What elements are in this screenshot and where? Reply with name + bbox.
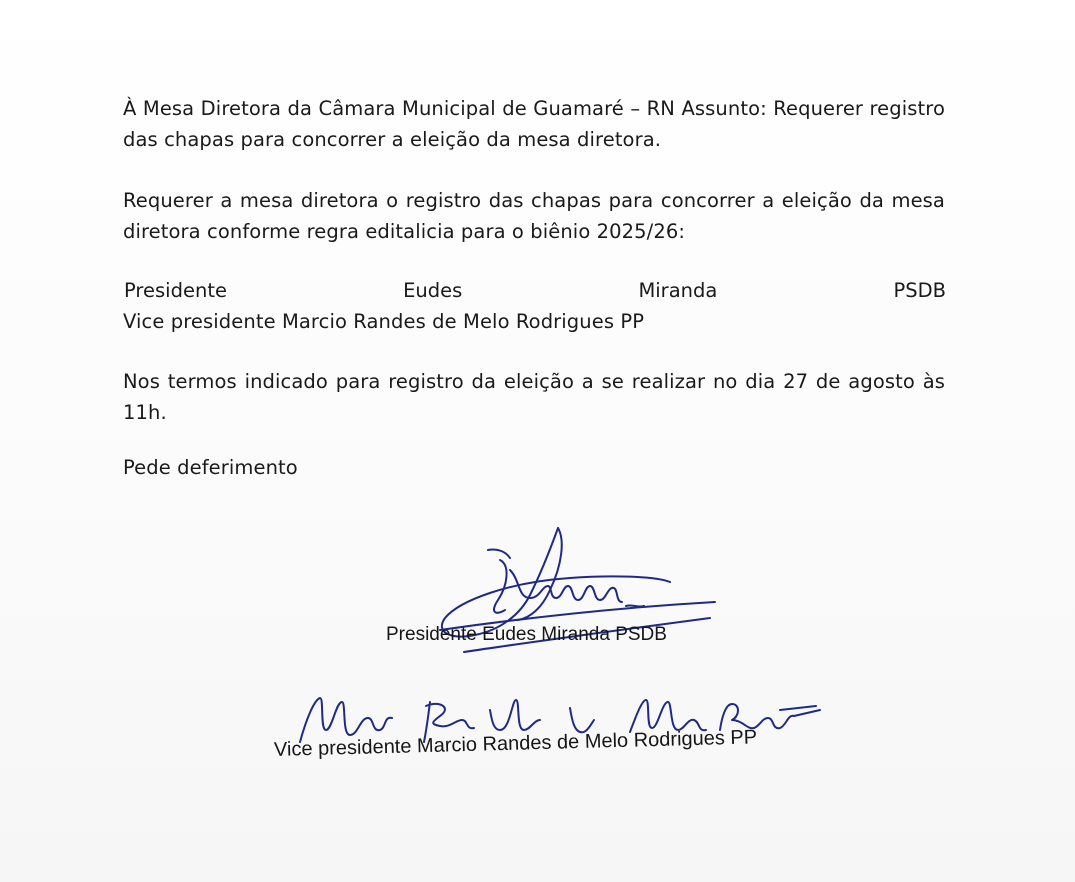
president-first-name: Eudes xyxy=(403,279,463,302)
president-line xyxy=(124,275,946,306)
terms-paragraph: Nos termos indicado para registro da eleição a se realizar no dia 27 de agosto às 11h. xyxy=(123,370,945,424)
addressee-paragraph: À Mesa Diretora da Câmara Municipal de Guamaré – RN Assunto: Requerer registro das chapas para concorrer a eleição da mesa diretora. xyxy=(123,97,945,151)
president-signature-label: Presidente Eudes Miranda PSDB xyxy=(386,624,667,645)
president-role: Presidente xyxy=(124,279,227,302)
vice-president-signature-label: Vice presidente Marcio Randes de Melo Rodrigues PP xyxy=(273,726,758,761)
president-signature-mark xyxy=(380,520,740,670)
president-party: PSDB xyxy=(893,279,946,302)
request-paragraph: Requerer a mesa diretora o registro das chapas para concorrer a eleição da mesa diretora conforme regra editalicia para o biênio 2025/26: xyxy=(123,189,945,243)
vice-president-line: Vice presidente Marcio Randes de Melo Rodrigues PP xyxy=(123,310,645,333)
president-last-name: Miranda xyxy=(638,279,718,302)
closing-text: Pede deferimento xyxy=(123,456,298,479)
